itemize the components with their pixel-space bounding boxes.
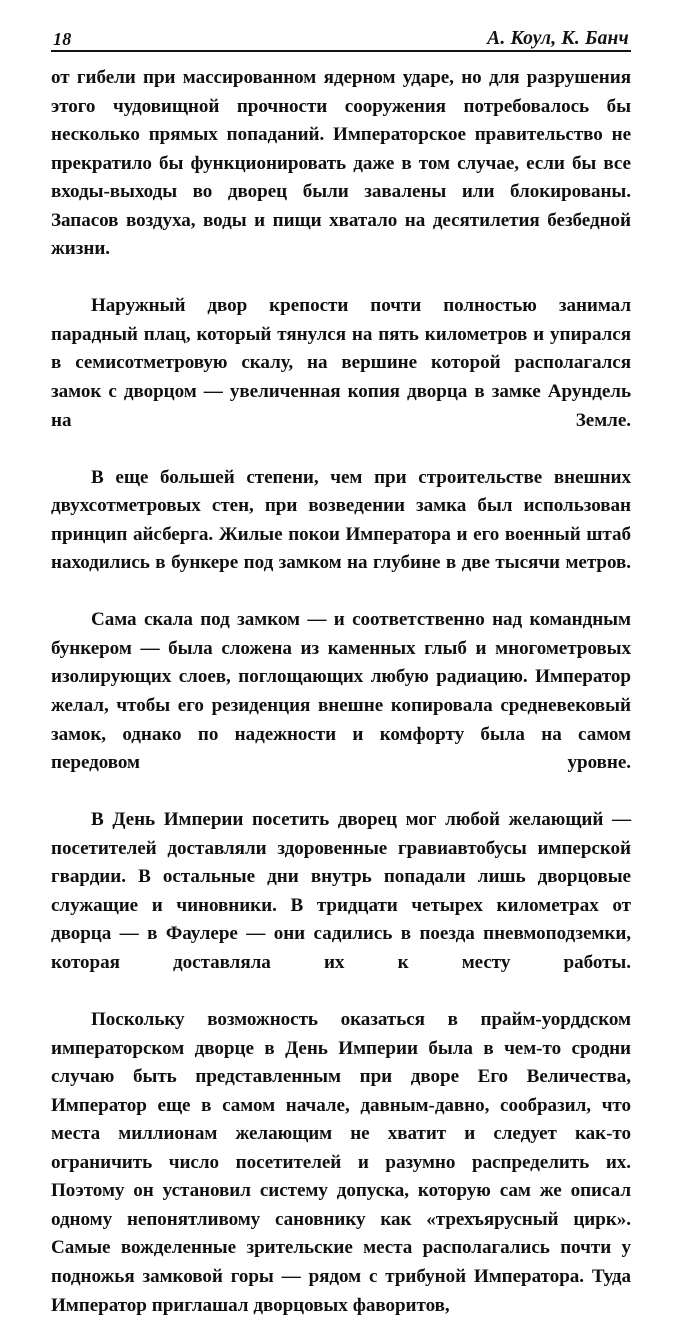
paragraph: Сама скала под замком — и соответственно над командным бункером — была сложена из каменных глыб и многометровых изолирующих слоев, поглощающих любую радиацию. Император желал, чтобы его резиденция внешне копировала средневековый замок, однако по надежности и комфорту была на самом передовом уровне.: [51, 609, 631, 774]
running-header: [51, 18, 630, 48]
paragraph: В еще большей степени, чем при строительстве внешних двухсотметровых стен, при возведении замка был использован принцип айсберга. Жилые покои Императора и его военный штаб находились в бункере под замком на глубине в две тысячи метров.: [51, 466, 631, 574]
running-title-authors: А. Коул, К. Банч: [487, 27, 629, 49]
page-number: 18: [53, 29, 72, 49]
header-divider-rule: [51, 50, 631, 52]
paragraph: от гибели при массированном ядерном ударе, но для разрушения этого чудовищной прочности сооружения потребовалось бы несколько прямых попаданий. Императорское правительство не прекратило бы функционировать даже в том случае, если бы все входы-выходы во дворец были завалены или блокированы. Запасов воздуха, воды и пищи хватало на десятилетия безбедной жизни.: [51, 67, 631, 260]
paragraph: В День Империи посетить дворец мог любой желающий — посетителей доставляли здоровенные гравиавтобусы имперской гвардии. В остальные дни внутрь попадали лишь дворцовые служащие и чиновники. В тридцати четырех километрах от дворца — в Фаулере — они садились в поезда пневмоподземки, которая доставляла их к месту работы.: [51, 809, 631, 973]
paragraph: Поскольку возможность оказаться в прайм-уорддском императорском дворце в День Империи была в чем-то сродни случаю быть представленным при дворе Его Величества, Император еще в самом начале, давным-давно, сообразил, что места миллионам желающим не хватит и следует как-то ограничить число посетителей и разумно распределить их. Поэтому он установил систему допуска, которую сам же описал одному непонятливому сановнику как «трехъярусный цирк». Самые вожделенные зрительские места располагались почти у подножья замковой горы — рядом с трибуной Императора. Туда Император приглашал дворцовых фаворитов,: [51, 1009, 631, 1316]
paragraph: Наружный двор крепости почти полностью занимал парадный плац, который тянулся на пять километров и упирался в семисотметровую скалу, на вершине которой располагался замок с дворцом — увеличенная копия дворца в замке Арундель на Земле.: [51, 295, 631, 431]
body-text-block: [51, 64, 631, 1320]
